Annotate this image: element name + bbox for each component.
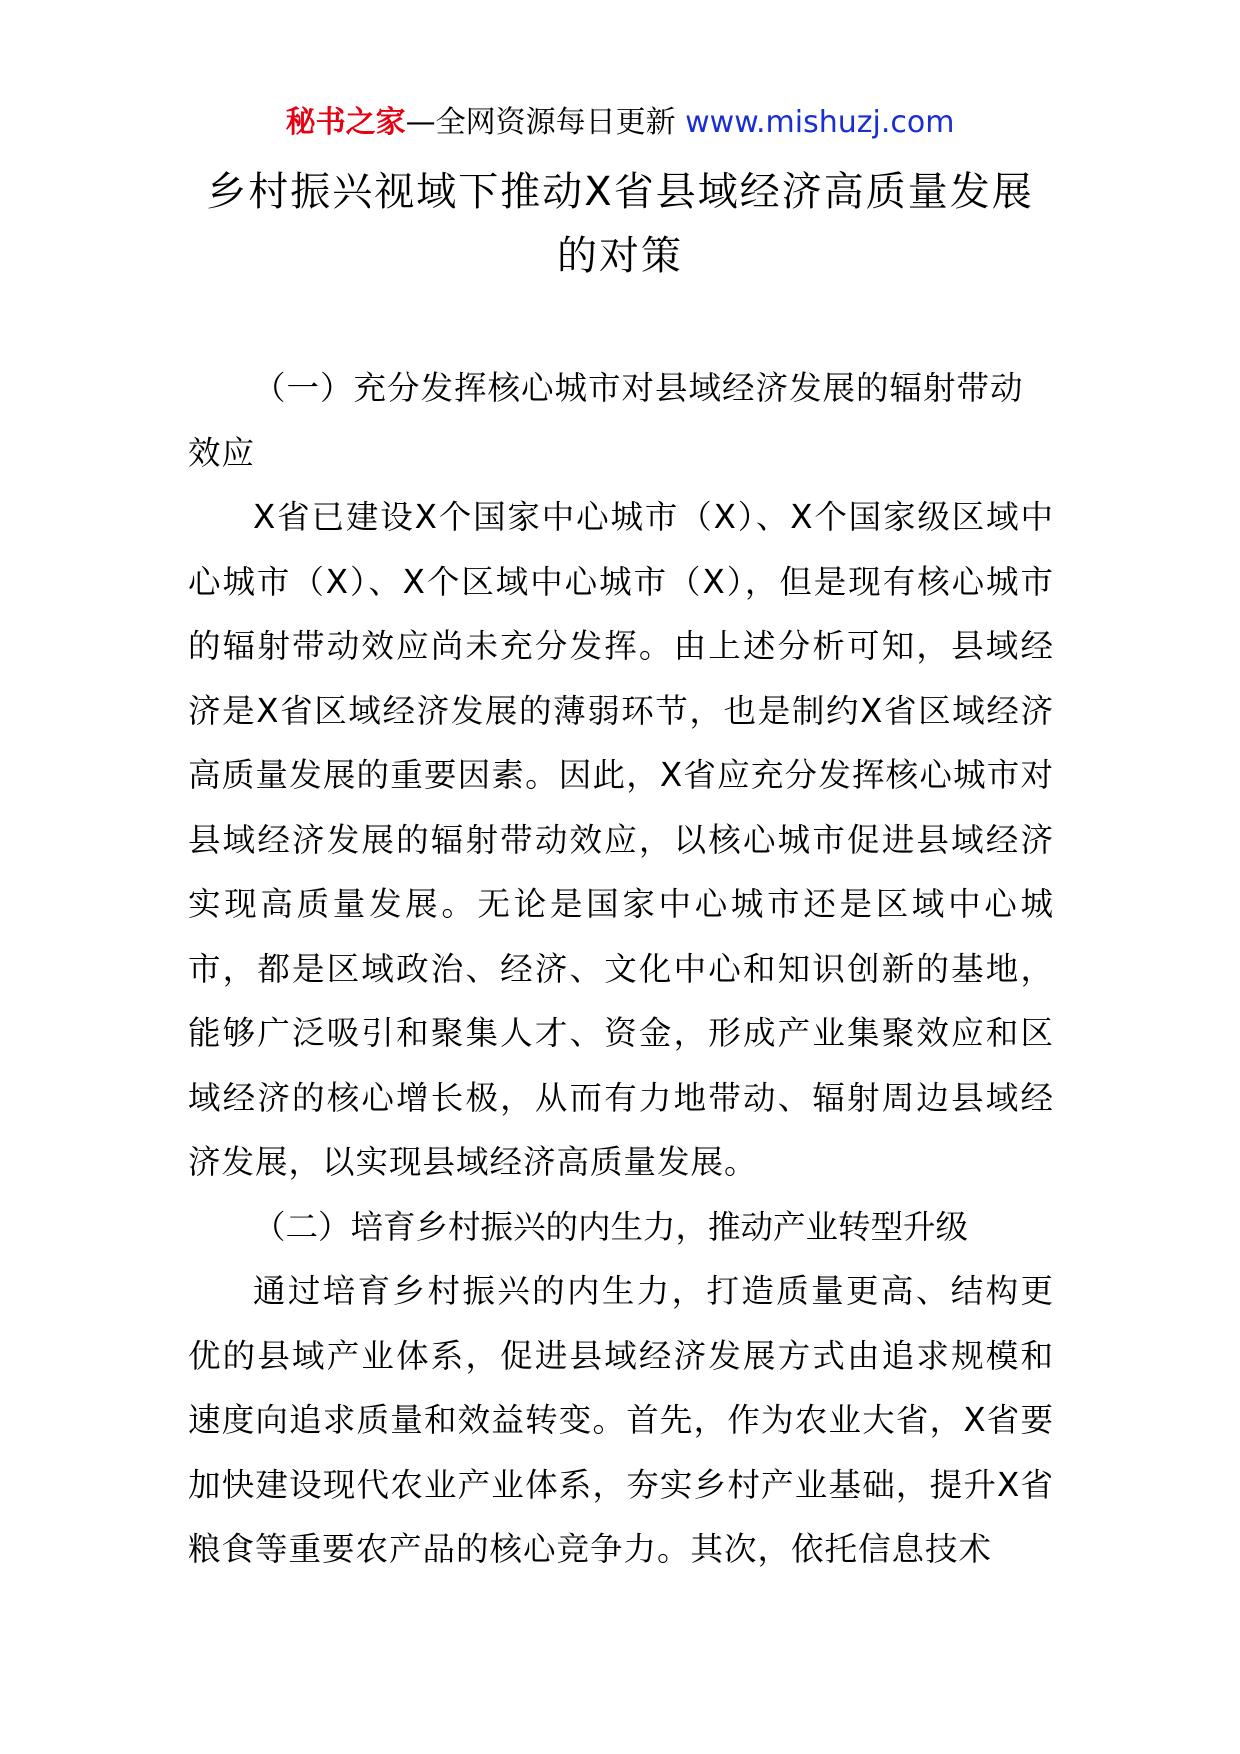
site-header xyxy=(0,100,1240,146)
section-2-paragraph: 通过培育乡村振兴的内生力，打造质量更高、结构更优的县域产业体系，促进县域经济发展方式由追求规模和速度向追求质量和效益转变。首先，作为农业大省，X省要加快建设现代农业产业体系，夯实乡村产业基础，提升X省粮食等重要农产品的核心竞争力。其次，依托信息技术 xyxy=(188,1272,1054,1568)
header-slogan: —全网资源每日更新 xyxy=(405,105,676,140)
document-title-line-2: 的对策 xyxy=(557,233,683,279)
section-2-heading: （二）培育乡村振兴的内生力，推动产业转型升级 xyxy=(253,1207,969,1246)
section-1-paragraph: X省已建设X个国家中心城市（X）、X个国家级区域中心城市（X）、X个区域中心城市（X），但是现有核心城市的辐射带动效应尚未充分发挥。由上述分析可知，县域经济是X省区域经济发展的薄弱环节，也是制约X省区域经济高质量发展的重要因素。因此，X省应充分发挥核心城市对县域经济发展的辐射带动效应，以核心城市促进县域经济实现高质量发展。无论是国家中心城市还是区域中心城市，都是区域政治、经济、文化中心和知识创新的基地，能够广泛吸引和聚集人才、资金，形成产业集聚效应和区域经济的核心增长极，从而有力地带动、辐射周边县域经济发展，以实现县域经济高质量发展。 xyxy=(188,498,1054,1181)
document-title-line-1: 乡村振兴视域下推动X省县域经济高质量发展 xyxy=(206,169,1034,215)
section-1-heading: （一）充分发挥核心城市对县域经济发展的辐射带动效应 xyxy=(188,369,1024,472)
site-url-link[interactable]: www.mishuzj.com xyxy=(685,105,955,140)
brand-name: 秘书之家 xyxy=(285,105,406,140)
document-body xyxy=(188,356,1054,1582)
document-title xyxy=(150,160,1090,288)
